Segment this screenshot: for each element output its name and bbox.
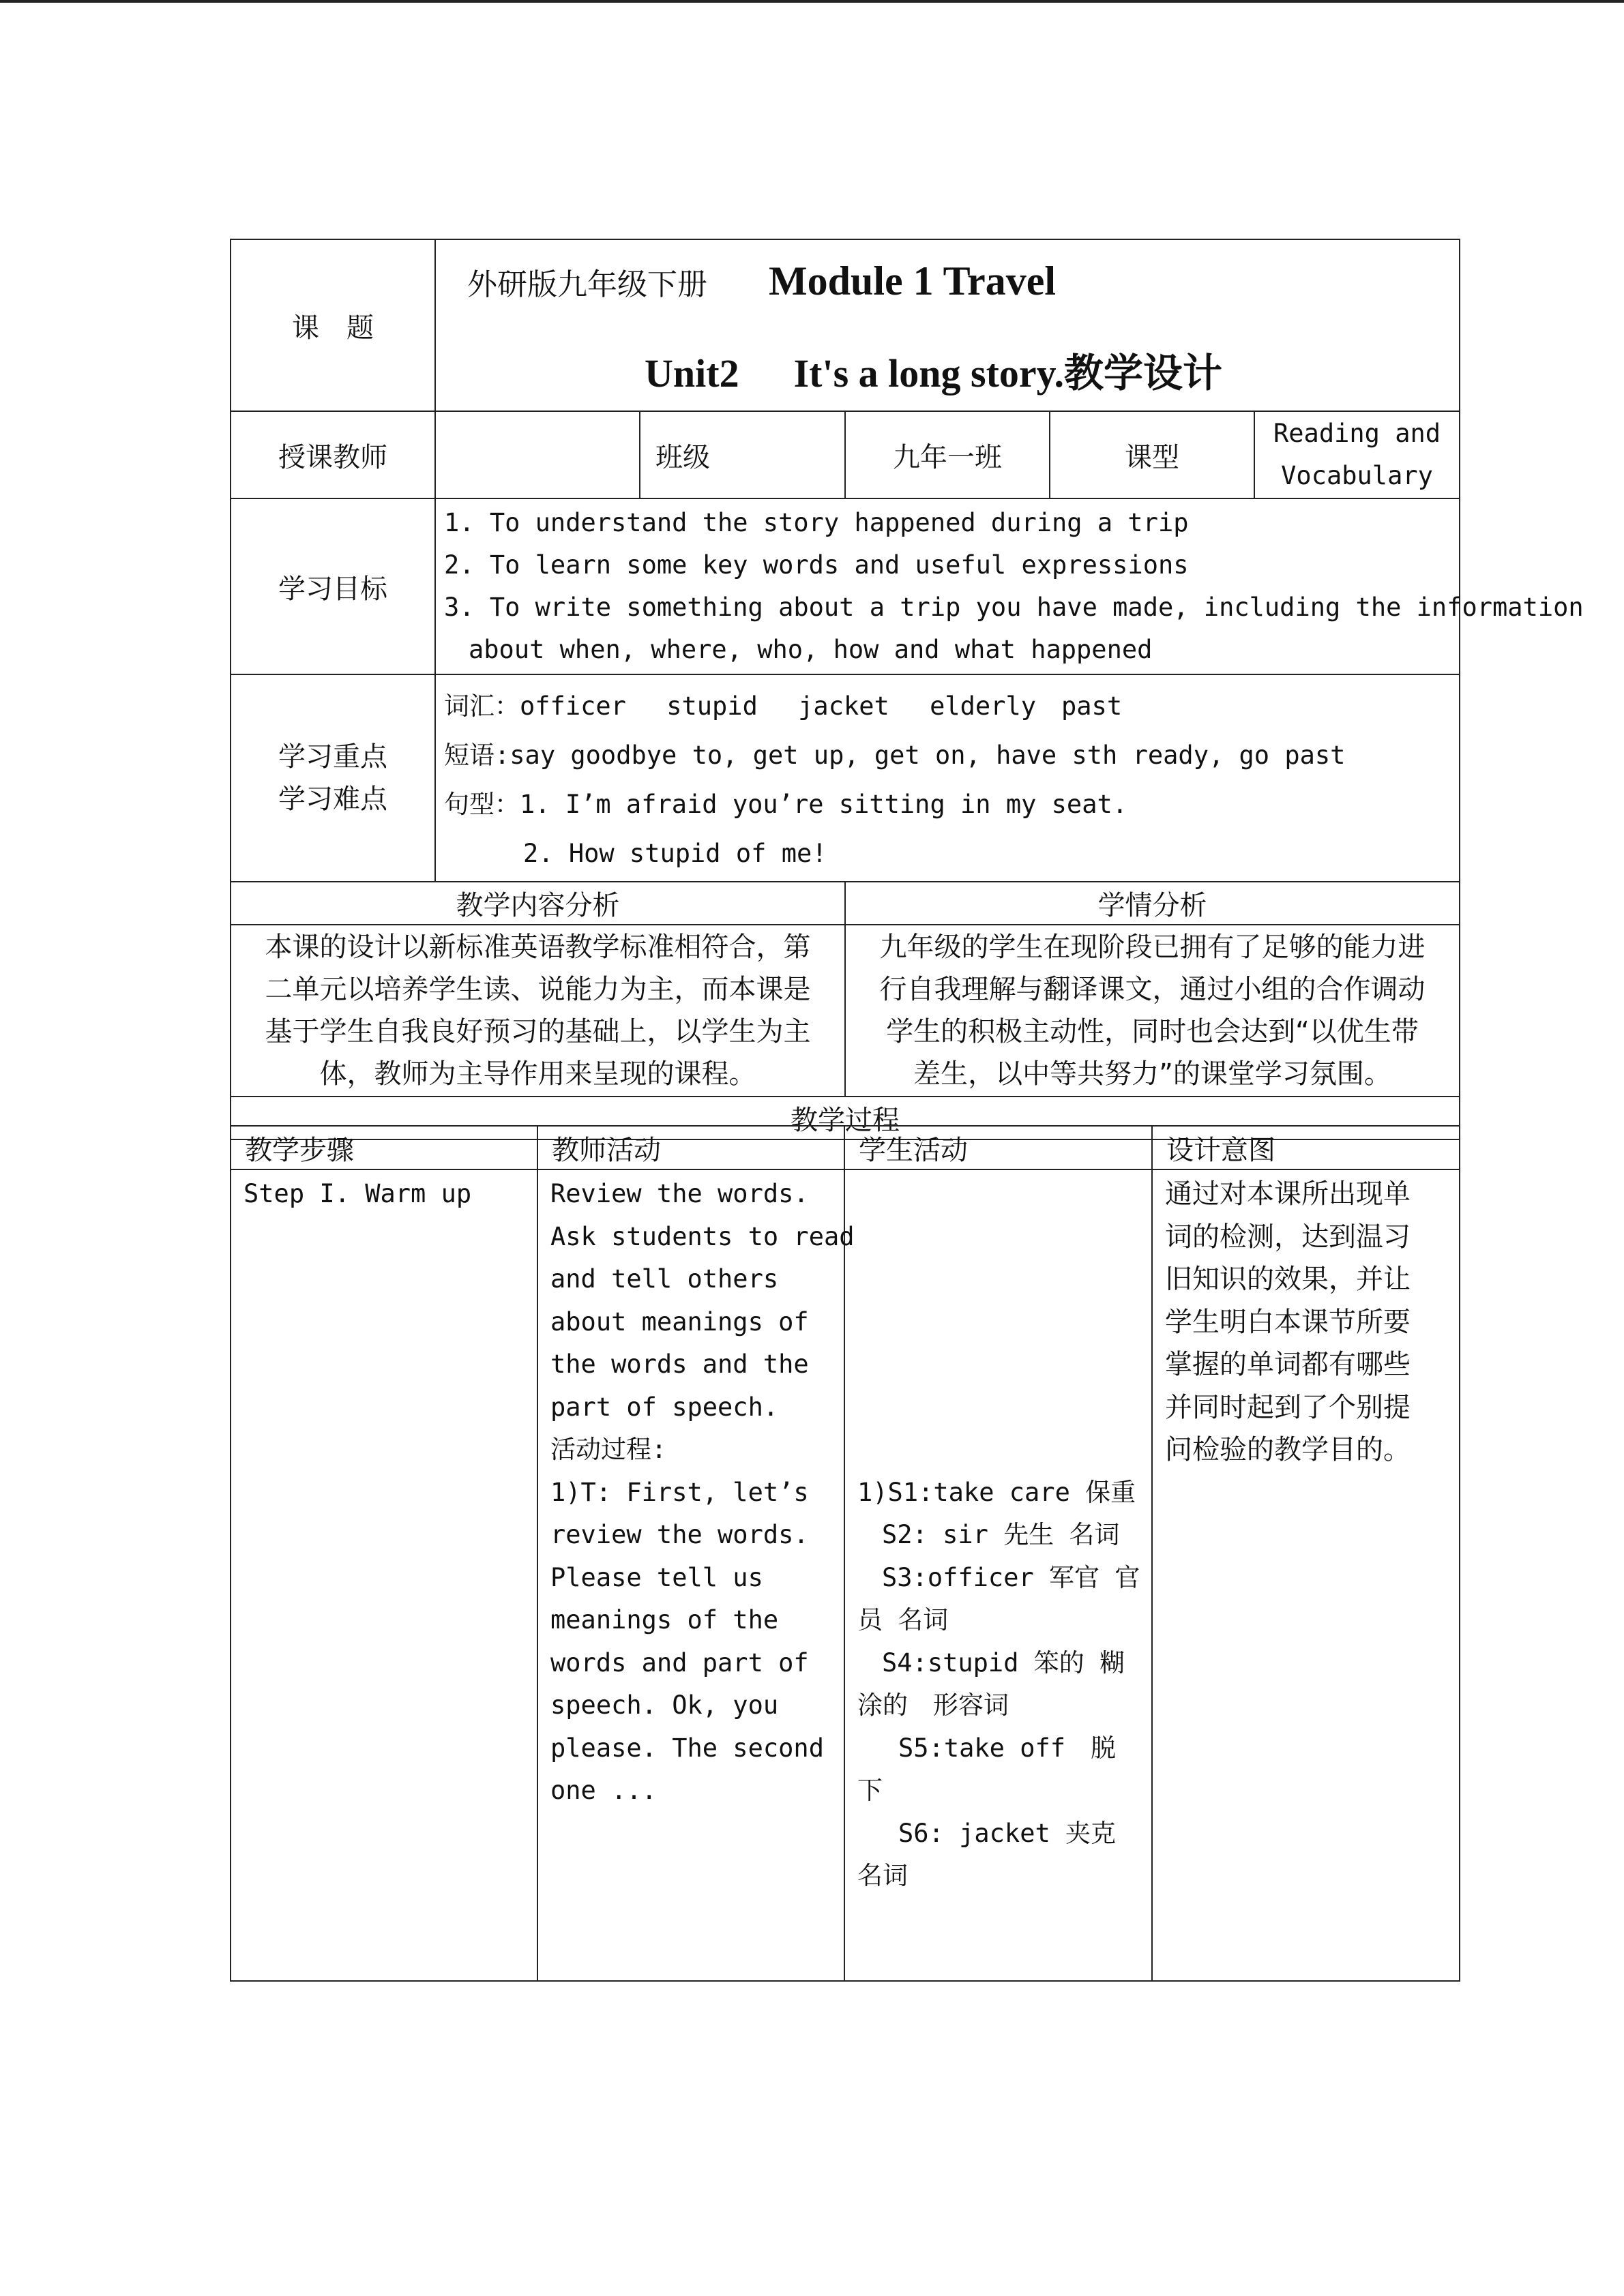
intent-line: 词的检测，达到温习 <box>1165 1221 1411 1253</box>
student-line: 下 <box>857 1776 883 1805</box>
process-label: 教学过程 <box>231 1097 1460 1139</box>
teacher-line: and tell others <box>550 1264 779 1294</box>
student-line: 员 名词 <box>857 1605 949 1635</box>
teacher-line: about meanings of <box>550 1307 809 1337</box>
learner-analysis-text <box>845 925 1460 1097</box>
title-module: Module 1 Travel <box>769 258 1057 303</box>
col-header-intent: 设计意图 <box>1152 1126 1460 1169</box>
page-top-border <box>0 0 1624 3</box>
col-header-teacher: 教师活动 <box>537 1126 844 1169</box>
title-textbook: 外研版九年级下册 <box>467 267 707 302</box>
objective-1: 1. To understand the story happened during a trip <box>444 508 1189 537</box>
student-line: S3:officer 军官 官 <box>882 1562 1140 1592</box>
teaching-process-table <box>230 1125 1460 1982</box>
objective-3-cont: about when, where, who, how and what happened <box>469 635 1153 664</box>
class-label: 班级 <box>640 411 845 498</box>
teacher-line: Please tell us <box>550 1562 763 1592</box>
teacher-line: please. The second <box>550 1733 824 1763</box>
student-line: 涂的 形容词 <box>857 1690 1009 1720</box>
difficult-points-label: 学习难点 <box>278 784 387 815</box>
teacher-line: meanings of the <box>550 1605 779 1635</box>
content-line: 本课的设计以新标准英语教学标准相符合，第 <box>265 931 811 963</box>
step-name-cell <box>231 1169 537 1981</box>
design-intent-cell <box>1152 1169 1460 1981</box>
focus-phrases: 短语:say goodbye to, get up, get on, have sth ready, go past <box>444 741 1346 770</box>
lesson-title <box>435 239 1460 411</box>
learner-line: 差生，以中等共努力”的课堂学习氛围。 <box>913 1058 1391 1090</box>
teacher-value <box>435 411 640 498</box>
intent-line: 旧知识的效果，并让 <box>1165 1264 1411 1295</box>
intent-line: 问检验的教学目的。 <box>1165 1434 1411 1465</box>
student-line: 1)S1:take care 保重 <box>857 1477 1136 1507</box>
topic-label: 课 题 <box>231 239 435 411</box>
focus-sentence-2: 2. How stupid of me! <box>523 839 827 868</box>
teacher-line: words and part of <box>550 1648 809 1678</box>
student-line: S6: jacket 夹克 <box>898 1818 1117 1848</box>
student-line: S2: sir 先生 名词 <box>882 1520 1120 1549</box>
content-analysis-label: 教学内容分析 <box>231 882 845 925</box>
learner-analysis-label: 学情分析 <box>845 882 1460 925</box>
lesson-type-value <box>1254 411 1460 498</box>
content-analysis-text <box>231 925 845 1097</box>
teacher-line: part of speech. <box>550 1392 779 1422</box>
teacher-line: 1)T: First, let’s <box>550 1477 809 1507</box>
intent-line: 学生明白本课节所要 <box>1165 1306 1411 1338</box>
focus-sentence-1: 句型：1. I’m afraid you’re sitting in my seat. <box>444 790 1128 819</box>
table-row <box>231 1169 1460 1981</box>
teacher-line: Review the words. <box>550 1179 809 1208</box>
focus-label <box>231 674 435 882</box>
teacher-line: 活动过程: <box>550 1435 667 1464</box>
title-story: It's a long story.教学设计 <box>793 351 1222 396</box>
student-line: 名词 <box>857 1861 908 1890</box>
teacher-line: Ask students to read <box>550 1221 855 1251</box>
class-value: 九年一班 <box>845 411 1050 498</box>
student-line: S4:stupid 笨的 糊 <box>882 1648 1125 1678</box>
lesson-type-line-1: Reading and <box>1273 419 1441 448</box>
objectives-label: 学习目标 <box>231 498 435 674</box>
teacher-line: one ... <box>550 1776 657 1805</box>
key-points-label: 学习重点 <box>278 741 387 773</box>
teacher-line: review the words. <box>550 1520 809 1549</box>
lesson-type-line-2: Vocabulary <box>1281 461 1433 490</box>
student-activity-cell <box>844 1169 1152 1981</box>
objective-2: 2. To learn some key words and useful expressions <box>444 550 1189 580</box>
teacher-label: 授课教师 <box>231 411 435 498</box>
learner-line: 行自我理解与翻译课文，通过小组的合作调动 <box>879 974 1426 1005</box>
objectives-content <box>435 498 1584 674</box>
col-header-step: 教学步骤 <box>231 1126 537 1169</box>
content-line: 二单元以培养学生读、说能力为主，而本课是 <box>265 974 811 1005</box>
objective-3: 3. To write something about a trip you have made, including the information <box>444 593 1584 622</box>
col-header-student: 学生活动 <box>844 1126 1152 1169</box>
lesson-plan-header-table <box>230 239 1584 1140</box>
content-line: 基于学生自我良好预习的基础上，以学生为主 <box>265 1016 811 1047</box>
intent-line: 通过对本课所出现单 <box>1165 1178 1411 1210</box>
teacher-line: the words and the <box>550 1350 809 1379</box>
learner-line: 学生的积极主动性，同时也会达到“以优生带 <box>886 1016 1419 1047</box>
teacher-line: speech. Ok, you <box>550 1690 779 1720</box>
student-line: S5:take off 脱 <box>898 1733 1117 1763</box>
title-unit: Unit2 <box>645 351 739 396</box>
intent-line: 掌握的单词都有哪些 <box>1165 1349 1411 1380</box>
focus-content <box>435 674 1460 882</box>
teacher-activity-cell <box>537 1169 855 1981</box>
focus-vocabulary: 词汇：officer stupid jacket elderly past <box>444 691 1123 721</box>
lesson-type-label: 课型 <box>1050 411 1254 498</box>
intent-line: 并同时起到了个别提 <box>1165 1391 1411 1423</box>
step-name: Step I. Warm up <box>243 1179 472 1208</box>
learner-line: 九年级的学生在现阶段已拥有了足够的能力进 <box>879 931 1426 963</box>
content-line: 体，教师为主导作用来呈现的课程。 <box>319 1058 756 1090</box>
